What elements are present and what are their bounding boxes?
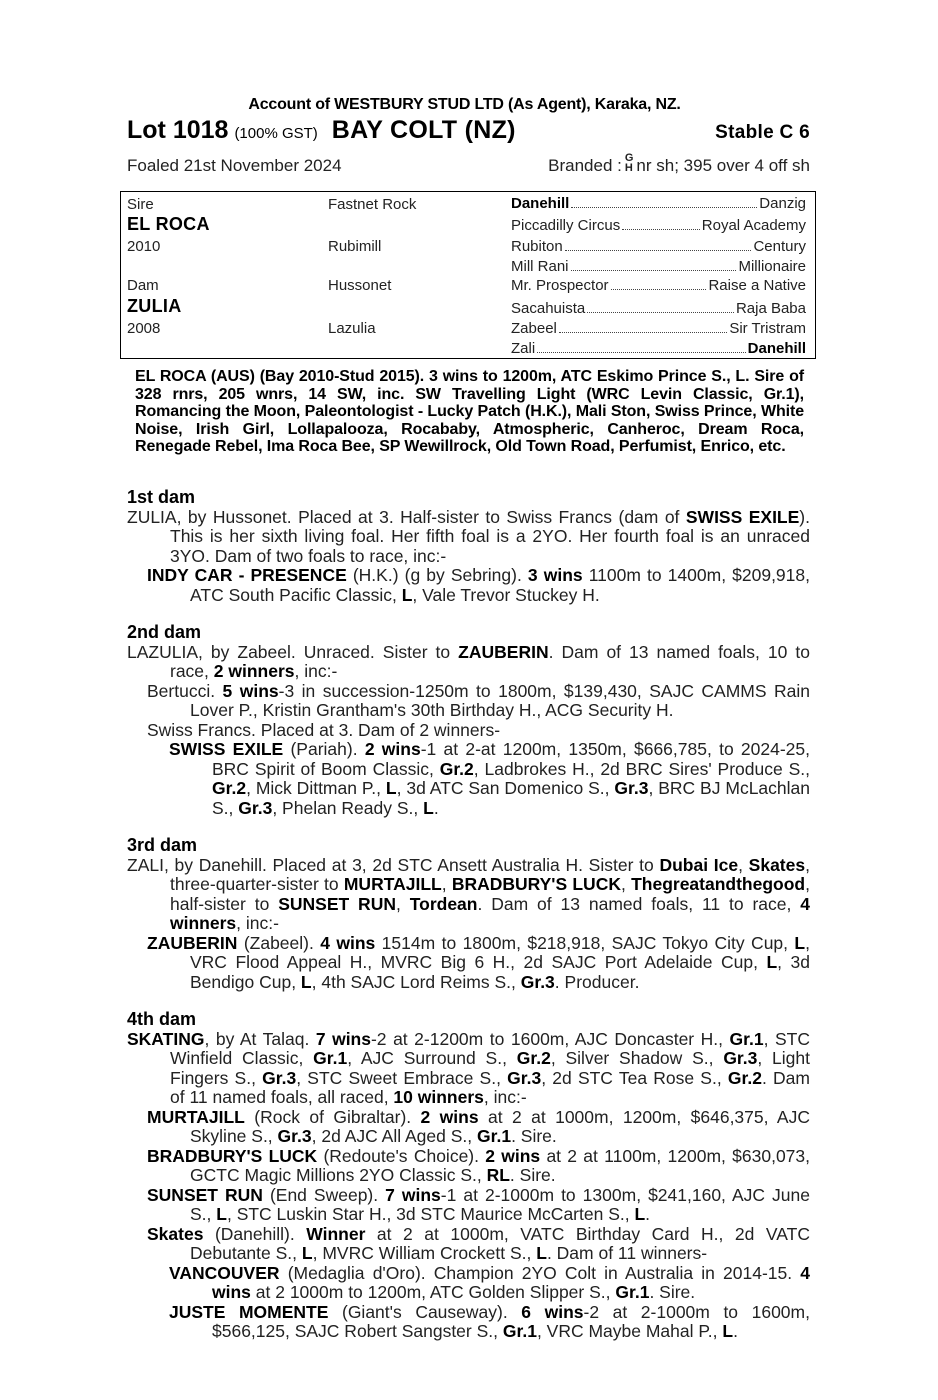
dam-sire: Hussonet <box>328 277 392 294</box>
lot-number: Lot 1018 <box>127 116 229 144</box>
gd-right: Sir Tristram <box>729 320 806 337</box>
brand-top: G <box>624 152 634 164</box>
produce-record: SUNSET RUN (End Sweep). 7 wins-1 at 2-1000m to 1300m, $241,160, AJC June S., L, STC Luskin Star H., 3d STC Maurice McCarten S., L. <box>147 1184 811 1224</box>
gd-right: Millionaire <box>738 258 806 275</box>
gd-row <box>511 320 806 337</box>
gd-left: Danehill <box>511 195 570 212</box>
produce-record: BRADBURY'S LUCK (Redoute's Choice). 2 wins at 2 at 1100m, 1200m, $630,073, GCTC Magic Millions 2YO Classic S., RL. Sire. <box>147 1145 810 1185</box>
produce-record: ZAUBERIN (Zabeel). 4 wins 1514m to 1800m, $218,918, SAJC Tokyo City Cup, L, VRC Flood Appeal H., MVRC Big 6 H., 2d SAJC Port Adelaide Cup, L, 3d Bendigo Cup, L, 4th SAJC Lord Reims S., Gr.3. Producer. <box>147 932 810 992</box>
sire-name: EL ROCA <box>127 214 210 234</box>
sire-sire: Fastnet Rock <box>328 196 417 213</box>
gd-right: Century <box>753 238 806 255</box>
fourth-dam-heading: 4th dam <box>127 1009 197 1029</box>
stable-number: Stable C 6 <box>715 122 810 143</box>
sire-dam: Rubimill <box>328 238 382 255</box>
foaled-date: Foaled 21st November 2024 <box>127 156 342 175</box>
first-dam-heading: 1st dam <box>127 487 196 507</box>
dam-year: 2008 <box>127 320 161 337</box>
gd-left: Sacahuista <box>511 300 586 317</box>
gd-left: Rubiton <box>511 238 563 255</box>
dam-dam: Lazulia <box>328 320 376 337</box>
produce-record: SWISS EXILE (Pariah). 2 wins-1 at 2-at 1200m, 1350m, $666,785, to 2024-25, BRC Spirit of Boom Classic, Gr.2, Ladbrokes H., 2d BRC Sires' Produce S., Gr.2, Mick Dittman P., L, 3d ATC San Domenico S., Gr.3, BRC BJ McLachlan S., Gr.3, Phelan Ready S., L. <box>169 739 811 818</box>
sire-description: EL ROCA (AUS) (Bay 2010-Stud 2015). 3 wins to 1200m, ATC Eskimo Prince S., L. Sire of 328 rnrs, 205 wnrs, 14 SW, inc. SW Travelling Light (WRC Levin Classic, Gr.1), Romancing the Moon, Paleontologist - Lucky Patch (H.K.), Mali Ston, Swiss Prince, White Noise, Irish Girl, Lollapalooza, Rocababy, Atmospheric, Canheroc, Dream Roca, Renegade Rebel, Ima Roca Bee, SP Wewillrock, Old Town Road, Perfumist, Enrico, etc. <box>135 368 804 455</box>
gd-left: Mr. Prospector <box>511 277 609 294</box>
produce-record: INDY CAR - PRESENCE (H.K.) (g by Sebring). 3 wins 1100m to 1400m, $209,918, ATC South Pacific Classic, L, Vale Trevor Stuckey H. <box>147 565 810 605</box>
gst-note: (100% GST) <box>234 125 318 142</box>
horse-name: BAY COLT (NZ) <box>331 116 516 144</box>
gd-left: Mill Rani <box>511 258 569 275</box>
branded-label: Branded : <box>548 156 622 175</box>
sire-year: 2010 <box>127 238 161 255</box>
vendor-account: Account of WESTBURY STUD LTD (As Agent), Karaka, NZ. <box>248 96 681 113</box>
dam-record: ZULIA, by Hussonet. Placed at 3. Half-sister to Swiss Francs (dam of SWISS EXILE). This is her sixth living foal. Her fifth foal is a 2YO. Her fourth foal is an unraced 3YO. Dam of two foals to race, inc:- <box>127 506 810 566</box>
foaled-line <box>127 146 810 176</box>
gd-row <box>511 195 806 212</box>
gd-right: Raja Baba <box>735 300 806 317</box>
gd-row <box>511 340 806 357</box>
third-dam-heading: 3rd dam <box>127 835 198 855</box>
brand-bottom: H <box>624 162 633 174</box>
dam-record: ZALI, by Danehill. Placed at 3, 2d STC Ansett Australia H. Sister to Dubai Ice, Skates, three-quarter-sister to MURTAJILL, BRADBURY'S LUCK, Thegreatandthegood, half-sister to SUNSET RUN, Tordean. Dam of 13 named foals, 11 to race, 4 winners, inc:- <box>127 854 810 933</box>
gd-row <box>511 217 806 234</box>
dam-record: SKATING, by At Talaq. 7 wins-2 at 2-1200m to 1600m, AJC Doncaster H., Gr.1, STC Winfield Classic, Gr.1, AJC Surround S., Gr.2, Silver Shadow S., Gr.3, Light Fingers S., Gr.3, STC Sweet Embrace S., Gr.3, 2d STC Tea Rose S., Gr.2. Dam of 11 named foals, all raced, 10 winners, inc:- <box>127 1028 810 1107</box>
branded-detail: nr sh; 395 over 4 off sh <box>636 156 810 175</box>
dam-produce-records <box>127 488 810 1342</box>
gd-right: Raise a Native <box>708 277 806 294</box>
gd-row <box>511 258 806 275</box>
gd-left: Zabeel <box>511 320 557 337</box>
produce-record: Swiss Francs. Placed at 3. Dam of 2 winners- <box>147 719 501 740</box>
catalogue-page <box>127 96 810 176</box>
dam-name: ZULIA <box>127 296 182 316</box>
produce-record: VANCOUVER (Medaglia d'Oro). Champion 2YO Colt in Australia in 2014-15. 4 wins at 2 1000m to 1200m, ATC Golden Slipper S., Gr.1. Sire. <box>169 1262 810 1302</box>
lot-line <box>127 116 810 146</box>
produce-record: Bertucci. 5 wins-3 in succession-1250m to 1800m, $139,430, SAJC CAMMS Rain Lover P., Kristin Grantham's 30th Birthday H., ACG Security H. <box>147 680 810 720</box>
gd-row <box>511 238 806 255</box>
dam-record: LAZULIA, by Zabeel. Unraced. Sister to ZAUBERIN. Dam of 13 named foals, 10 to race, 2 winners, inc:- <box>127 641 810 681</box>
produce-record: Skates (Danehill). Winner at 2 at 1000m, VATC Birthday Card H., 2d VATC Debutante S., L, MVRC William Crockett S., L. Dam of 11 winners- <box>147 1223 810 1263</box>
produce-record: MURTAJILL (Rock of Gibraltar). 2 wins at 2 at 1000m, 1200m, $646,375, AJC Skyline S., Gr.3, 2d AJC All Aged S., Gr.1. Sire. <box>147 1106 810 1146</box>
sire-label: Sire <box>127 196 154 213</box>
gd-right: Danehill <box>747 340 806 357</box>
branded-info <box>548 153 810 176</box>
pedigree-table <box>120 191 816 359</box>
second-dam-heading: 2nd dam <box>127 622 202 642</box>
gd-left: Zali <box>511 340 536 357</box>
gd-right: Danzig <box>759 195 806 212</box>
brand-mark-icon <box>625 153 634 173</box>
dam-label: Dam <box>127 277 159 294</box>
gd-row <box>511 277 806 294</box>
gd-left: Piccadilly Circus <box>511 217 621 234</box>
gd-row <box>511 300 806 317</box>
gd-right: Royal Academy <box>701 217 806 234</box>
produce-record: JUSTE MOMENTE (Giant's Causeway). 6 wins-2 at 2-1000m to 1600m, $566,125, SAJC Robert Sangster S., Gr.1, VRC Maybe Mahal P., L. <box>169 1301 810 1341</box>
